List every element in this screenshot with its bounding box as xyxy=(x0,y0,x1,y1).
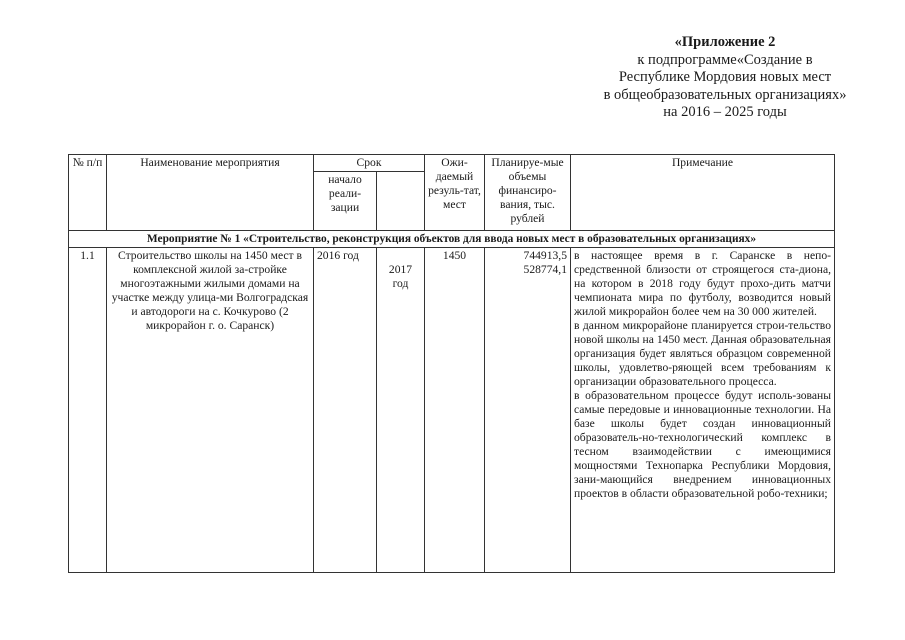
header-term-end xyxy=(377,172,425,231)
header-name: Наименование мероприятия xyxy=(107,155,314,231)
row-funding-1: 744913,5 xyxy=(523,249,567,262)
section-row xyxy=(69,231,835,248)
row-note-paragraph: в настоящее время в г. Саранске в непо-средственной близости от строящегося ста-диона, на котором в 2018 году будут прохо-дить матчи чемпионата мира по футболу, возводится новый жилой микрорайон более чем на 30 000 жителей. xyxy=(574,249,831,318)
row-funding-cell xyxy=(485,248,571,573)
appendix-title: «Приложение 2 xyxy=(674,34,776,50)
appendix-subtitle-line: в общеобразовательных организациях» xyxy=(603,86,847,103)
header-expected: Ожи-даемый резуль-тат, мест xyxy=(425,155,485,231)
appendix-header xyxy=(560,34,890,122)
row-end-cell xyxy=(377,248,425,573)
table-header-row xyxy=(69,155,835,172)
appendix-subtitle-line: Республике Мордовия новых мест xyxy=(618,69,832,85)
row-start: 2016 год xyxy=(314,248,377,573)
row-note-cell xyxy=(571,248,835,573)
row-end: 2017 год xyxy=(388,263,413,290)
header-term: Срок xyxy=(314,155,425,172)
header-note: Примечание xyxy=(571,155,835,231)
appendix-subtitle-line: на 2016 – 2025 годы xyxy=(663,104,787,120)
measures-table xyxy=(68,154,835,573)
row-note-paragraph: в данном микрорайоне планируется строи-тельство новой школы на 1450 мест. Данная образовательная организация будет являться образцом современной школы, удовлетво-ряющей всем требованиям к организации образовательного процесса. xyxy=(574,319,831,388)
row-name: Строительство школы на 1450 мест в комплексной жилой за-стройке многоэтажными жилыми домами на участке между улица-ми Волгоградская и автодороги на с. Кочкурово (2 микрорайон г. о. Саранск) xyxy=(107,248,314,573)
table-row xyxy=(69,248,835,573)
header-term-start: начало реали-зации xyxy=(314,172,377,231)
row-expected: 1450 xyxy=(425,248,485,573)
row-note-paragraph: в образовательном процессе будут исполь-зованы самые передовые и инновационные технологии. На базе школы будет создан инновационный образователь-но-технологический комплекс в тесном взаимодействии с имеющимися мощностями Технопарка Республики Мордовия, зани-мающийся внедрением инновационных проектов в области образовательной робо-техники; xyxy=(574,389,831,500)
appendix-subtitle-line: к подпрограмме«Создание в xyxy=(637,51,813,68)
section-title: Мероприятие № 1 «Строительство, реконструкция объектов для ввода новых мест в образовательных организациях» xyxy=(69,231,835,248)
row-funding-2: 528774,1 xyxy=(523,263,567,276)
header-funding: Планируе-мые объемы финансиро-вания, тыс. рублей xyxy=(485,155,571,231)
header-num: № п/п xyxy=(69,155,107,231)
row-num: 1.1 xyxy=(69,248,107,573)
